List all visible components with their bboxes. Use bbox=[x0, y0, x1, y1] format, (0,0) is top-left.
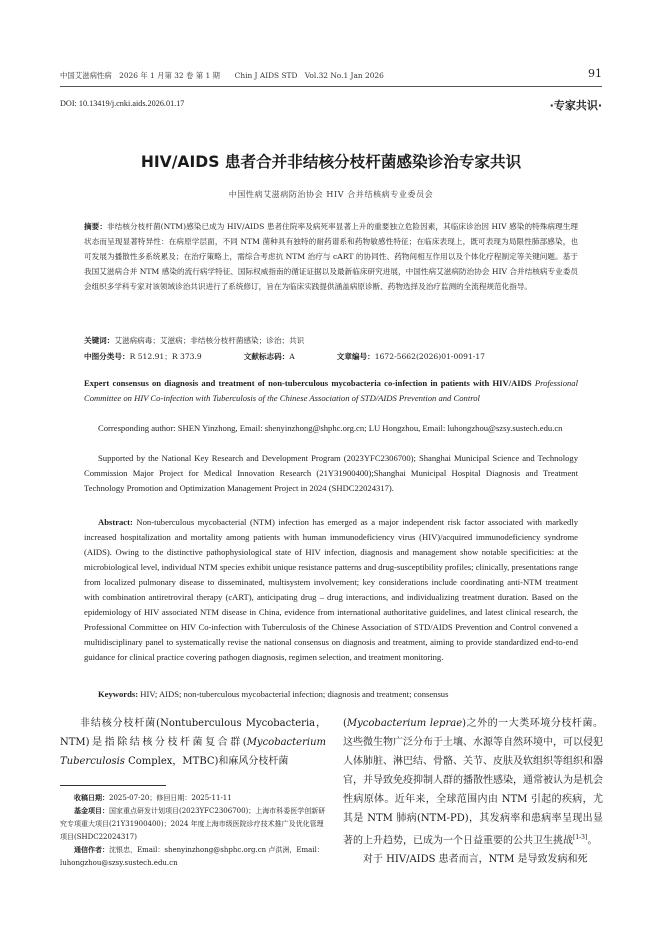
column-tag: ·专家共识· bbox=[549, 99, 602, 112]
keywords-en bbox=[84, 687, 578, 702]
fund-value: 国家重点研发计划项目(2023YFC2306700)；上海市科委医学创新研究专项重大项目(21Y31900400)；2024 年度上海市级医院诊疗技术推广及优化管理项目(SHDC22024317) bbox=[60, 807, 326, 841]
abstract-en-text: Non-tuberculous mycobacterial (NTM) infection has emerged as a major independent risk factor associated with markedly increased hospitalization and mortality among patients with human immunodeficiency virus (HIV)/acquired immunodeficiency syndrome (AIDS). Owing to the distinctive pathophysiological state of HIV infection, diagnosis and management show notable specificities: at the microbiological level, individual NTM species exhibit unique resistance patterns and drug-susceptibility profiles; clinically, presentations range from localized pulmonary disease to disseminated, multisystem involvement; key considerations include coordinating anti-NTM treatment with combination antiretroviral therapy (cART), anticipating drug – drug interactions, and individualizing treatment duration. Based on the epidemiology of HIV associated NTM disease in China, evidence from international authoritative guidelines, and latest clinical research, the Professional Committee on HIV Co-infection with Tuberculosis of the Chinese Association of STD/AIDS Prevention and Control convened a multidisciplinary panel to systematically revise the national consensus on diagnosis and treatment, aiming to provide standardized end-to-end guidance for clinical practice covering pathogen diagnosis, regimen selection, and treatment monitoring. bbox=[84, 517, 578, 662]
journal-citation: 中国艾滋病性病 2026 年 1 月第 32 卷 第 1 期 Chin J AIDS STD Vol.32 No.1 Jan 2026 bbox=[60, 71, 384, 80]
article-no-label: 文章编号： bbox=[336, 352, 375, 361]
corresponding-author-en: Corresponding author: SHEN Yinzhong, Email: shenyinzhong@shphc.org.cn; LU Hongzhou, Email: luhongzhou@szsy.sustech.edu.cn bbox=[98, 423, 563, 433]
received-label: 收稿日期： bbox=[74, 794, 109, 802]
corr-label: 通信作者： bbox=[74, 846, 109, 854]
english-title bbox=[84, 376, 578, 406]
body-right-text: )之外的一大类环境分枝杆菌。这些微生物广泛分布于土壤、水源等自然环境中，可以侵犯人体肺脏、淋巴结、骨骼、关节、皮肤及软组织等组织和器官，并导致免疫抑制人群的播散性感染，通常被认为是机会性病原体。近年来，全球范围内由 NTM 引起的疾病，尤其是 NTM 肺病(NTM-PD)，其发病率和患病率呈现出显著的上升趋势，已成为一个日益重要的公共卫生挑战 bbox=[343, 718, 604, 847]
body-left-column bbox=[60, 714, 326, 771]
footnotes bbox=[60, 792, 326, 870]
keywords-cn-label: 关键词： bbox=[84, 336, 115, 345]
page-number: 91 bbox=[588, 67, 602, 80]
body-right-species: Mycobacterium leprae bbox=[346, 718, 463, 729]
running-header bbox=[60, 67, 602, 84]
body-left-text-a: 非结核分枝杆菌(Nontuberculous Mycobacteria，NTM)是指除结核分枝杆菌复合群( bbox=[60, 718, 326, 748]
body-right-column bbox=[343, 714, 603, 869]
footnote-rule bbox=[60, 785, 166, 786]
abstract-en-label: Abstract: bbox=[98, 517, 133, 527]
body-right-end: 。 bbox=[587, 835, 598, 847]
fund-label: 基金项目： bbox=[74, 807, 109, 815]
article-title: HIV/AIDS 患者合并非结核分枝杆菌感染诊治专家共识 bbox=[140, 153, 522, 171]
keywords-en-text: HIV; AIDS; non-tuberculous mycobacterial infection; diagnosis and treatment; consensus bbox=[140, 689, 449, 699]
body-left-species: Mycobacterium Tuberculosis bbox=[60, 737, 326, 767]
corr-value: 沈银忠，Email：shenyinzhong@shphc.org.cn 卢洪洲，Email：luhongzhou@szsy.sustech.edu.cn bbox=[60, 846, 324, 867]
header-rule bbox=[60, 86, 602, 87]
classification-cn bbox=[84, 349, 578, 364]
body-right-paragraph-1 bbox=[343, 714, 603, 850]
keywords-cn bbox=[84, 333, 578, 348]
article-no-value: 1672-5662(2026)01-0091-17 bbox=[374, 352, 486, 361]
citation-ref: [1-3] bbox=[573, 834, 588, 841]
clc-value: R 512.91；R 373.9 bbox=[129, 352, 202, 361]
footnote-received bbox=[60, 792, 326, 805]
funding-en: Supported by the National Key Research and Development Program (2023YFC2306700); Shanghai Municipal Science and Technology Commission Major Project for Medical Innovation Research (21Y31900400);Shanghai Municipal Hospital Diagnosis and Treatment Technology Promotion and Optimization Management Project in 2024 (SHDC22024317). bbox=[84, 453, 578, 493]
body-right-paragraph-2: 对于 HIV/AIDS 患者而言，NTM 是导致发病和死 bbox=[363, 854, 588, 866]
abstract-cn-label: 摘要： bbox=[84, 222, 107, 231]
abstract-cn bbox=[84, 219, 578, 294]
keywords-cn-text: 艾滋病病毒；艾滋病；非结核分枝杆菌感染；诊治；共识 bbox=[114, 336, 305, 345]
english-title-text: Expert consensus on diagnosis and treatment of non-tuberculous mycobacteria co-infection in patients with HIV/AIDS bbox=[84, 378, 532, 388]
body-right-prefix: ( bbox=[343, 718, 347, 729]
keywords-en-label: Keywords: bbox=[98, 689, 139, 699]
doc-code-value: A bbox=[289, 352, 295, 361]
english-organization: Professional Committee on HIV Co-infection with Tuberculosis of the Chinese Association of STD/AIDS Prevention and Control bbox=[84, 378, 578, 403]
footnote-fund bbox=[60, 805, 326, 844]
author-cn: 中国性病艾滋病防治协会 HIV 合并结核病专业委员会 bbox=[228, 190, 434, 199]
body-left-text-b: Complex，MTBC)和麻风分枝杆菌 bbox=[124, 756, 289, 767]
abstract-cn-text: 非结核分枝杆菌(NTM)感染已成为 HIV/AIDS 患者住院率及病死率显著上升的重要独立危险因素，其临床诊治因 HIV 感染的特殊病理生理状态而呈现显著特异性：在病原学层面，不同 NTM 菌种具有独特的耐药谱系和药物敏感性特征；在临床表现上，既可表现为局限性肺部感染，也可发展为播散性多系统累及；在治疗策略上，需综合考虑抗 NTM 治疗与 cART 的协同性、药物间相互作用以及个体化疗程制定等关键问题。基于我国艾滋病合并 NTM 感染的流行病学特征、国际权威指南的循证证据以及最新临床研究进展，中国性病艾滋病防治协会 HIV 合并结核病专业委员会组织多学科专家对该领域诊治共识进行了系统修订，旨在为临床实践提供涵盖病原诊断、药物选择及治疗监测的全流程规范化指导。 bbox=[84, 222, 579, 291]
footnote-corresponding bbox=[60, 844, 326, 870]
doc-code-label: 文献标志码： bbox=[243, 352, 290, 361]
received-value: 2025-07-20；修回日期：2025-11-11 bbox=[109, 794, 232, 802]
clc-label: 中图分类号： bbox=[84, 352, 130, 361]
doi-text: DOI: 10.13419/j.cnki.aids.2026.01.17 bbox=[60, 99, 185, 108]
abstract-en bbox=[84, 515, 578, 665]
